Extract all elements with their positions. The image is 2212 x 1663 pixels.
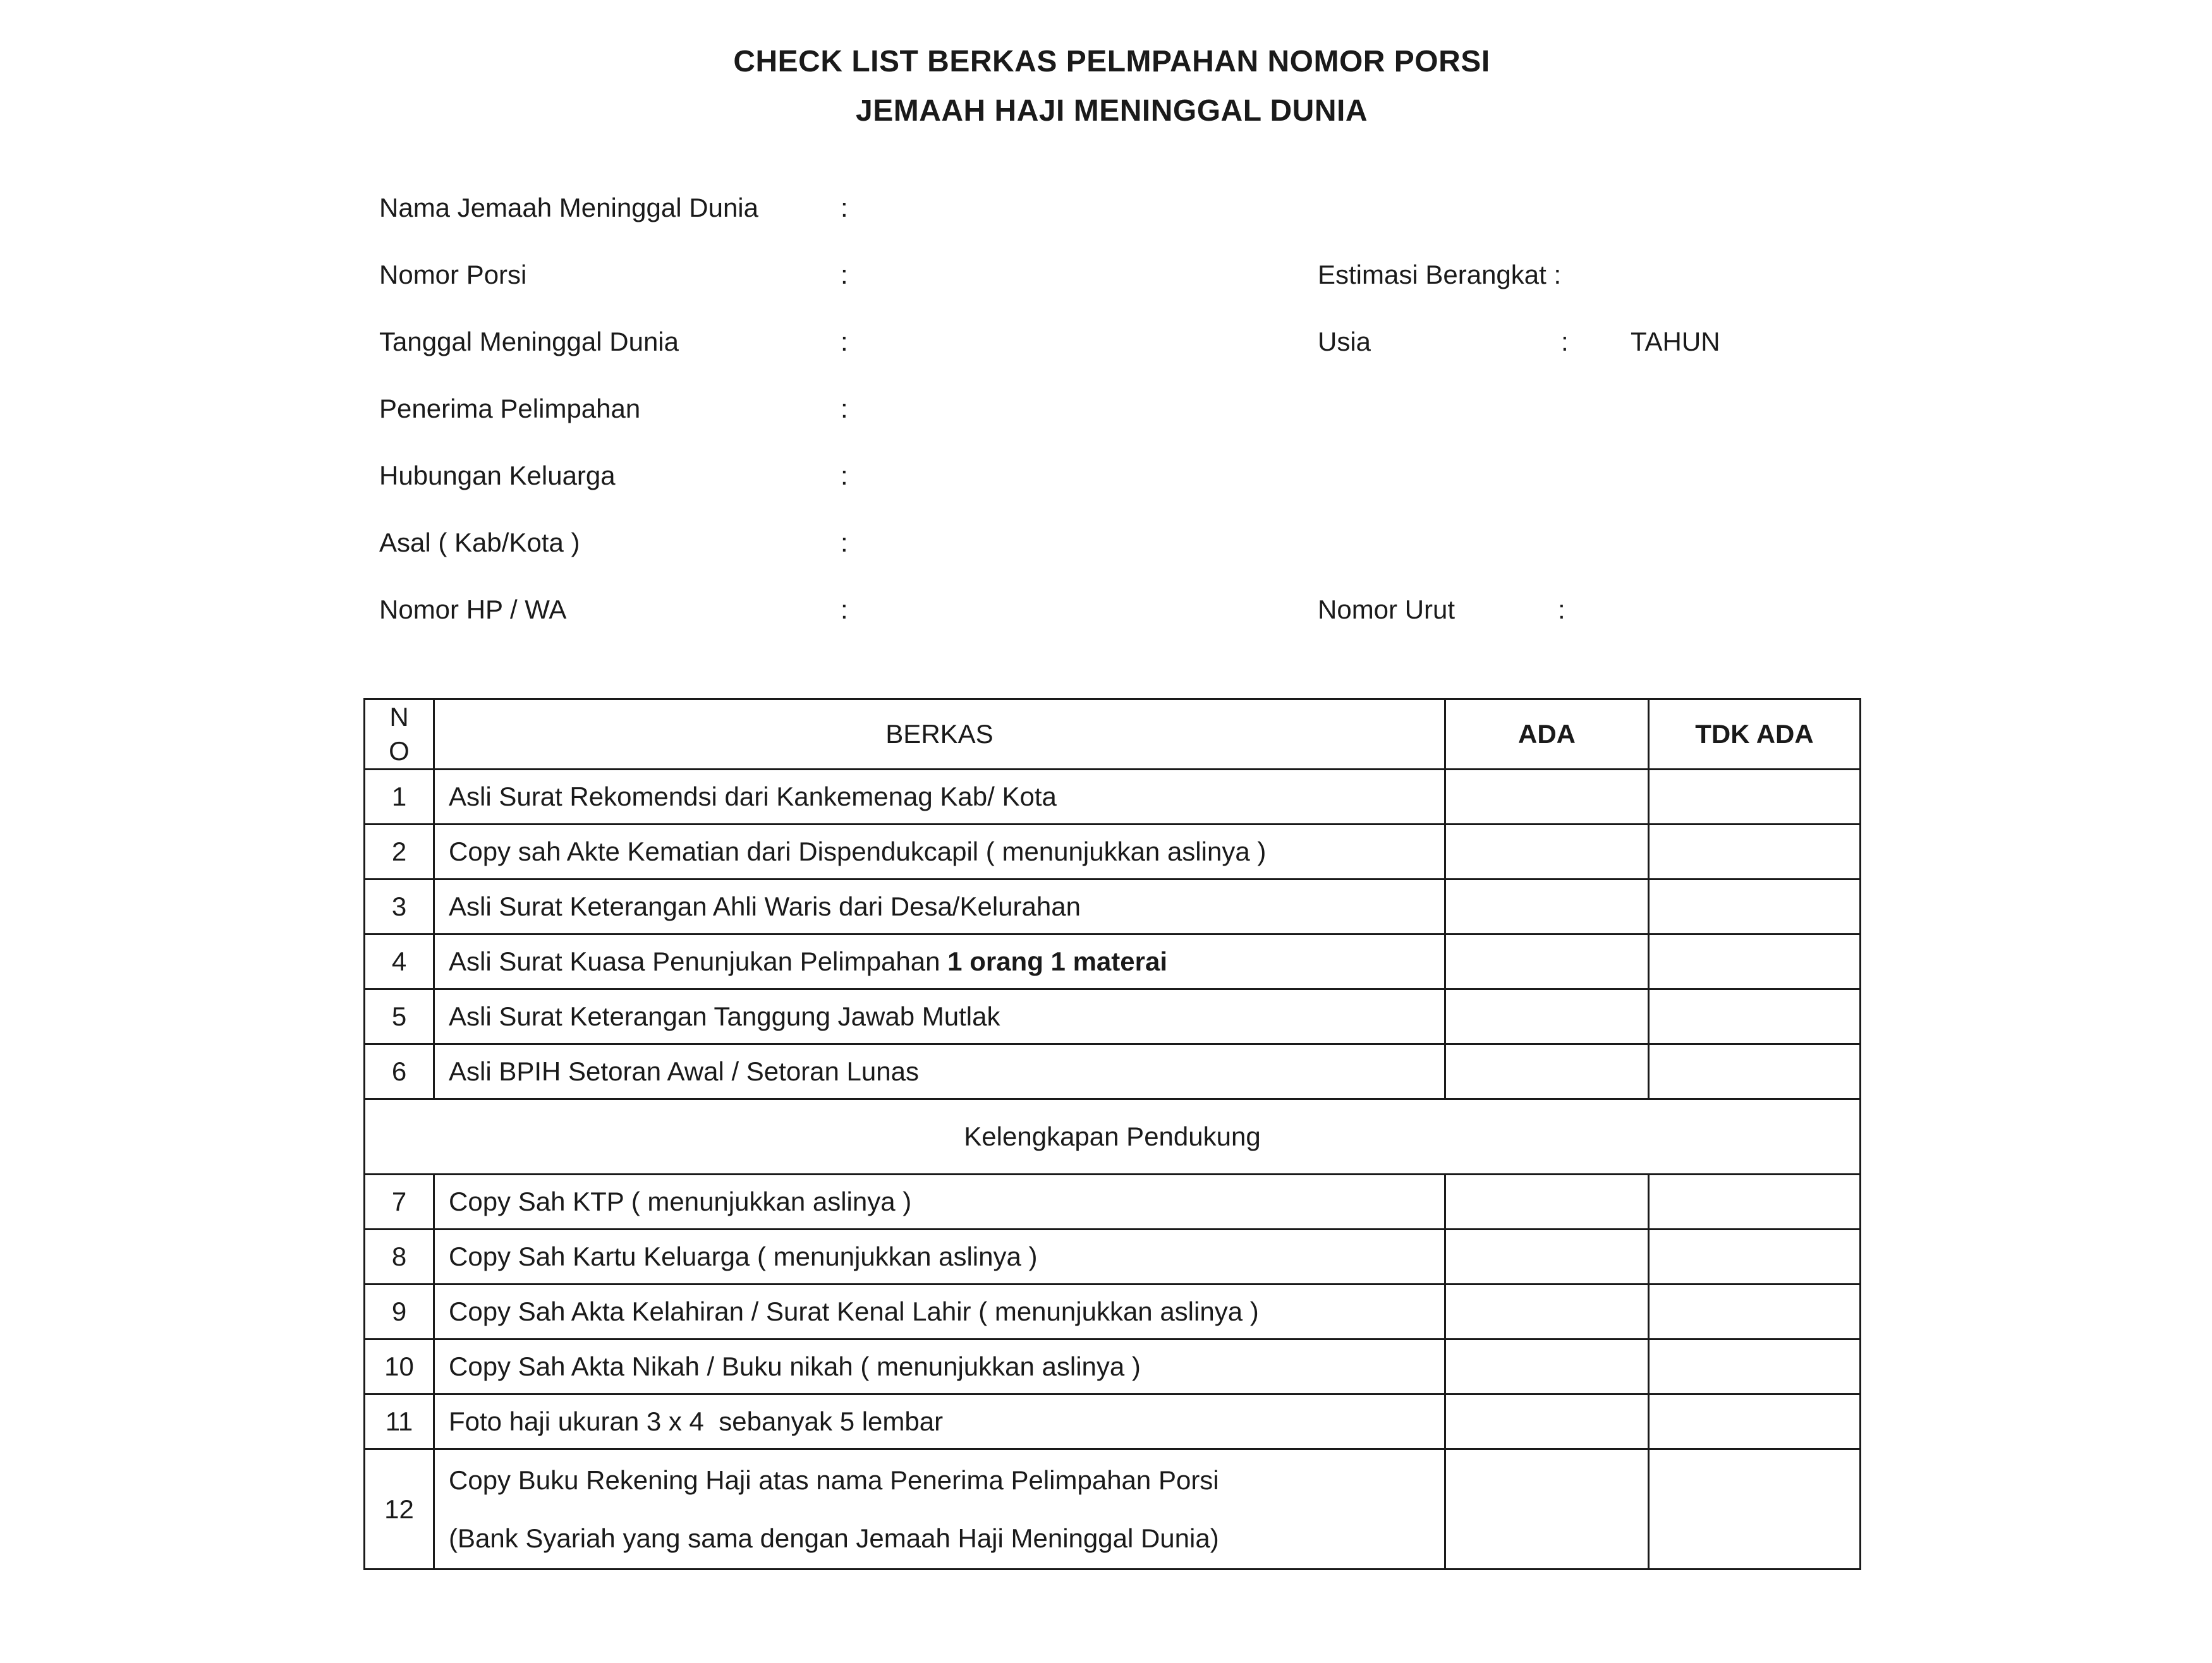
label-nama-jemaah: Nama Jemaah Meninggal Dunia: [379, 193, 758, 222]
row-number: 1: [365, 770, 434, 825]
colon: :: [1561, 327, 1569, 356]
table-row: [365, 934, 1861, 989]
row-berkas: Copy Sah Akta Nikah / Buku nikah ( menunjukkan aslinya ): [434, 1339, 1445, 1394]
header-ada: ADA: [1445, 699, 1649, 770]
row-number: 3: [365, 880, 434, 934]
checkbox-tdk-ada[interactable]: [1649, 934, 1861, 989]
checkbox-ada[interactable]: [1445, 825, 1649, 880]
checkbox-ada[interactable]: [1445, 1175, 1649, 1230]
label-estimasi-berangkat: Estimasi Berangkat :: [1318, 260, 1562, 289]
table-row: [365, 1230, 1861, 1285]
header-berkas: BERKAS: [434, 699, 1445, 770]
row-berkas: Asli Surat Keterangan Ahli Waris dari Desa/Kelurahan: [434, 880, 1445, 934]
colon: :: [841, 193, 848, 222]
checkbox-tdk-ada[interactable]: [1649, 1175, 1861, 1230]
section-title: Kelengkapan Pendukung: [365, 1099, 1861, 1175]
checklist-table: [363, 698, 1861, 1570]
table-row: [365, 825, 1861, 880]
table-row: [365, 1285, 1861, 1339]
table-row: [365, 989, 1861, 1044]
colon: :: [841, 260, 848, 289]
colon: :: [841, 394, 848, 423]
colon: :: [841, 595, 848, 624]
checkbox-tdk-ada[interactable]: [1649, 880, 1861, 934]
row-number: 7: [365, 1175, 434, 1230]
checkbox-tdk-ada[interactable]: [1649, 1044, 1861, 1099]
checkbox-ada[interactable]: [1445, 1449, 1649, 1569]
label-usia: Usia: [1318, 327, 1371, 356]
label-asal: Asal ( Kab/Kota ): [379, 528, 580, 557]
checkbox-tdk-ada[interactable]: [1649, 825, 1861, 880]
table-row: [365, 1394, 1861, 1449]
checkbox-ada[interactable]: [1445, 1044, 1649, 1099]
label-hubungan-keluarga: Hubungan Keluarga: [379, 461, 616, 490]
row-number: 10: [365, 1339, 434, 1394]
checkbox-tdk-ada[interactable]: [1649, 1449, 1861, 1569]
row-berkas-emphasis: 1 orang 1 materai: [947, 946, 1167, 976]
checkbox-ada[interactable]: [1445, 880, 1649, 934]
checkbox-tdk-ada[interactable]: [1649, 770, 1861, 825]
document-title: CHECK LIST BERKAS PELMPAHAN NOMOR PORSI: [733, 45, 1490, 78]
row-number: 5: [365, 989, 434, 1044]
checkbox-tdk-ada[interactable]: [1649, 1394, 1861, 1449]
table-row: [365, 1449, 1861, 1569]
checkbox-tdk-ada[interactable]: [1649, 1285, 1861, 1339]
row-berkas: Asli BPIH Setoran Awal / Setoran Lunas: [434, 1044, 1445, 1099]
row-number: 8: [365, 1230, 434, 1285]
document-subtitle: JEMAAH HAJI MENINGGAL DUNIA: [856, 94, 1368, 128]
row-berkas: Asli Surat Keterangan Tanggung Jawab Mutlak: [434, 989, 1445, 1044]
row-number: 6: [365, 1044, 434, 1099]
header-tdk-ada: TDK ADA: [1649, 699, 1861, 770]
table-row: [365, 1339, 1861, 1394]
checkbox-ada[interactable]: [1445, 934, 1649, 989]
colon: :: [841, 461, 848, 490]
checkbox-ada[interactable]: [1445, 989, 1649, 1044]
checkbox-tdk-ada[interactable]: [1649, 989, 1861, 1044]
section-row: [365, 1099, 1861, 1175]
row-berkas: Copy sah Akte Kematian dari Dispendukcapil ( menunjukkan aslinya ): [434, 825, 1445, 880]
row-number: 2: [365, 825, 434, 880]
row-berkas: [434, 934, 1445, 989]
row-berkas: Foto haji ukuran 3 x 4 sebanyak 5 lembar: [434, 1394, 1445, 1449]
checkbox-tdk-ada[interactable]: [1649, 1230, 1861, 1285]
checkbox-ada[interactable]: [1445, 770, 1649, 825]
table-row: [365, 1175, 1861, 1230]
row-berkas: Copy Sah KTP ( menunjukkan aslinya ): [434, 1175, 1445, 1230]
colon: :: [1558, 595, 1565, 624]
label-nomor-urut: Nomor Urut: [1318, 595, 1455, 624]
checkbox-ada[interactable]: [1445, 1230, 1649, 1285]
colon: :: [841, 528, 848, 557]
table-row: [365, 770, 1861, 825]
row-berkas-text: Asli Surat Kuasa Penunjukan Pelimpahan: [449, 946, 948, 976]
row-berkas: Asli Surat Rekomendsi dari Kankemenag Kab/ Kota: [434, 770, 1445, 825]
checkbox-tdk-ada[interactable]: [1649, 1339, 1861, 1394]
row-berkas-line1: Copy Buku Rekening Haji atas nama Penerima Pelimpahan Porsi: [449, 1465, 1219, 1495]
header-no: [365, 699, 434, 770]
row-berkas-line2: (Bank Syariah yang sama dengan Jemaah Haji Meninggal Dunia): [449, 1523, 1219, 1553]
checkbox-ada[interactable]: [1445, 1285, 1649, 1339]
row-berkas: Copy Sah Akta Kelahiran / Surat Kenal Lahir ( menunjukkan aslinya ): [434, 1285, 1445, 1339]
table-row: [365, 880, 1861, 934]
checkbox-ada[interactable]: [1445, 1394, 1649, 1449]
colon: :: [841, 327, 848, 356]
row-number: 4: [365, 934, 434, 989]
table-row: [365, 1044, 1861, 1099]
usia-unit: TAHUN: [1631, 327, 1720, 356]
label-penerima-pelimpahan: Penerima Pelimpahan: [379, 394, 641, 423]
row-number: 9: [365, 1285, 434, 1339]
header-no-line2: O: [389, 736, 410, 766]
row-berkas: Copy Sah Kartu Keluarga ( menunjukkan aslinya ): [434, 1230, 1445, 1285]
checkbox-ada[interactable]: [1445, 1339, 1649, 1394]
row-berkas: [434, 1449, 1445, 1569]
table-header-row: [365, 699, 1861, 770]
row-number: 12: [365, 1449, 434, 1569]
label-nomor-hp: Nomor HP / WA: [379, 595, 567, 624]
header-no-line1: N: [389, 702, 409, 732]
label-tanggal-meninggal: Tanggal Meninggal Dunia: [379, 327, 679, 356]
label-nomor-porsi: Nomor Porsi: [379, 260, 527, 289]
row-number: 11: [365, 1394, 434, 1449]
